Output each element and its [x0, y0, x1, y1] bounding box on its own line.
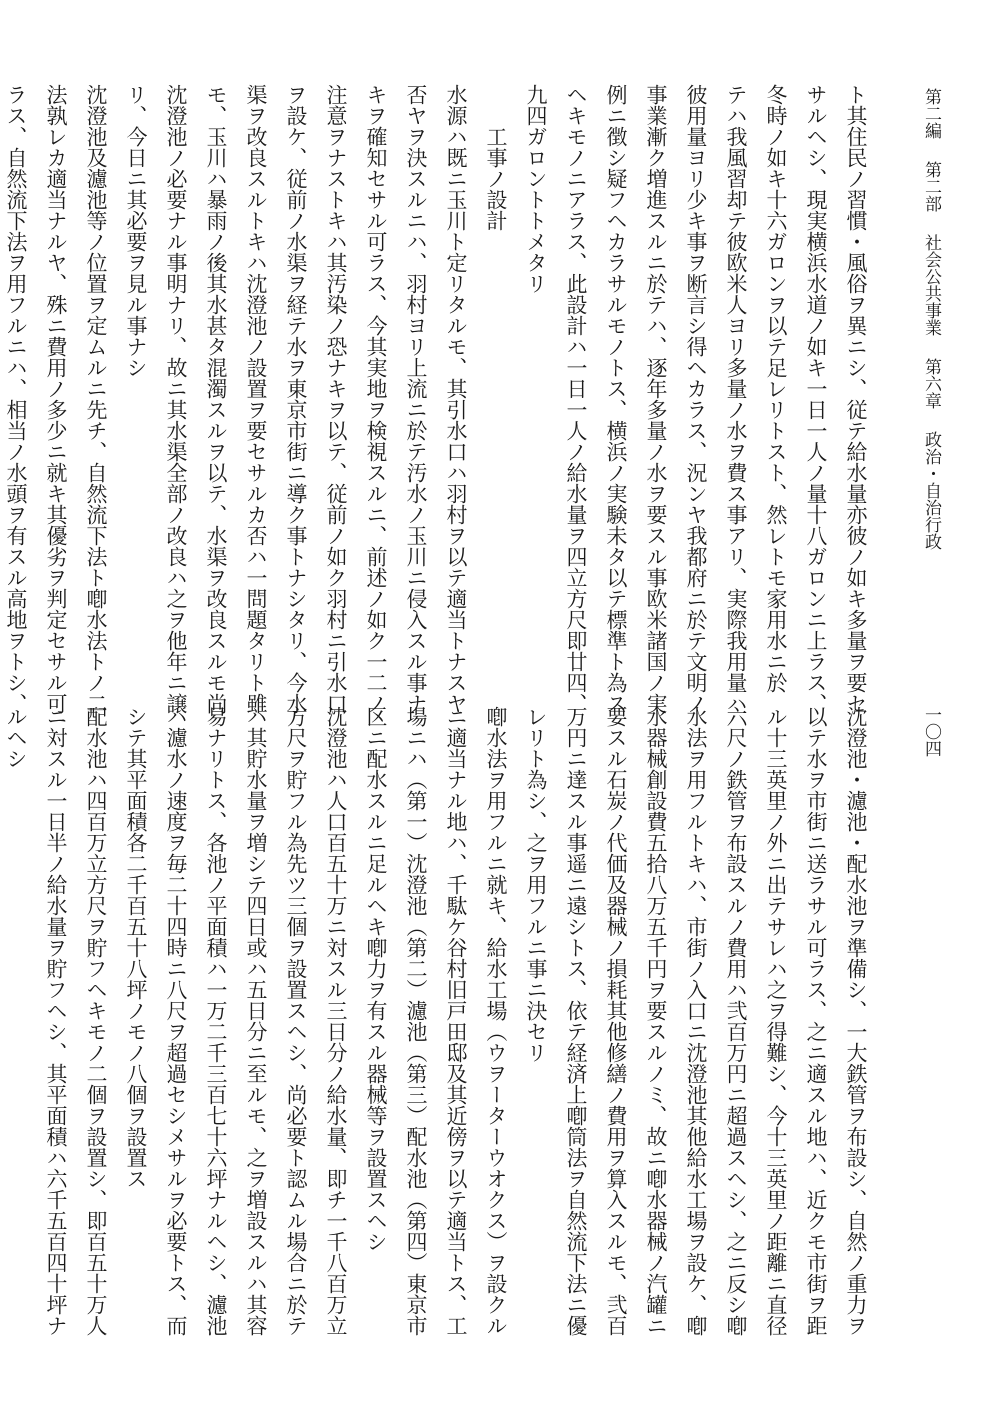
- text-line: 配水池ハ四百万立方尺ヲ貯フヘキモノ二個ヲ設置シ、即百五十万人: [84, 706, 108, 1336]
- text-line: ニ対スル一日半ノ給水量ヲ貯フヘシ、其平面積ハ六千五百四十坪ナ: [44, 706, 68, 1336]
- text-line: ヲ設ケ、従前ノ水渠ヲ経テ水ヲ東京市街ニ導ク事トナシタリ、今水: [284, 84, 308, 714]
- text-line: 六尺ノ鉄管ヲ布設スルノ費用ハ弐百万円ニ超過スヘシ、之ニ反シ喞: [724, 706, 748, 1336]
- text-line: ハ濾水ノ速度ヲ毎二十四時ニ八尺ヲ超過セシメサルヲ必要トス、而: [164, 706, 188, 1336]
- text-line: 区ニ配水スルニ足ルヘキ喞力ヲ有スル器械等ヲ設置スヘシ: [364, 706, 388, 1252]
- text-line: 沈澄池ノ必要ナル事明ナリ、故ニ其水渠全部ノ改良ハ之ヲ他年ニ譲: [164, 84, 188, 714]
- text-line: 以テ水ヲ市街ニ送ラサル可ラス、之ニ適スル地ハ、近クモ市街ヲ距: [804, 706, 828, 1336]
- text-line: 事業漸ク増進スルニ於テハ、逐年多量ノ水ヲ要スル事欧米諸国ノ実: [644, 84, 668, 714]
- text-line: 彼用量ヨリ少キ事ヲ断言シ得ヘカラス、況ンヤ我都府ニ於テ文明ノ: [684, 84, 708, 714]
- page-number: 一〇四: [921, 706, 941, 757]
- text-line: レリト為シ、之ヲ用フルニ事ニ決セリ: [524, 706, 548, 1063]
- text-line: 法孰レカ適当ナルヤ、殊ニ費用ノ多少ニ就キ其優劣ヲ判定セサル可: [44, 84, 68, 714]
- text-line: 水器械創設費五拾八万五千円ヲ要スルノミ、故ニ喞水器械ノ汽罐ニ: [644, 706, 668, 1336]
- text-line: ハ其貯水量ヲ増シテ四日或ハ五日分ニ至ルモ、之ヲ増設スルハ其容: [244, 706, 268, 1336]
- text-line: テハ我風習却テ彼欧米人ヨリ多量ノ水ヲ費ス事アリ、実際我用量ハ: [724, 84, 748, 714]
- text-line: 喞水法ヲ用フルニ就キ、給水工場（ウヲーターウオクス）ヲ設クル: [484, 706, 508, 1336]
- section-heading: 工事ノ設計: [484, 126, 508, 231]
- header-part: 第二編: [921, 88, 941, 139]
- header-chapter-title: 政治・自治行政: [921, 431, 941, 550]
- text-line: ルヘシ: [4, 706, 28, 769]
- text-line: 水源ハ既ニ玉川ト定リタルモ、其引水口ハ羽村ヲ以テ適当トナスヤ: [444, 84, 468, 714]
- text-line: リ、今日ニ其必要ヲ見ル事ナシ: [124, 84, 148, 378]
- header-section: 第二部: [921, 161, 941, 212]
- header-topic: 社会公共事業: [921, 234, 941, 336]
- text-line: 万円ニ達スル事遥ニ遠シトス、依テ経済上喞筒法ヲ自然流下法ニ優: [564, 706, 588, 1336]
- text-line: 沈澄池・濾池・配水池ヲ準備シ、一大鉄管ヲ布設シ、自然ノ重力ヲ: [844, 706, 868, 1336]
- text-line: ニ適当ナル地ハ、千駄ケ谷村旧戸田邸及其近傍ヲ以テ適当トス、工: [444, 706, 468, 1336]
- text-line: 易ナリトス、各池ノ平面積ハ一万二千三百七十六坪ナルヘシ、濾池: [204, 706, 228, 1336]
- text-line: ル十三英里ノ外ニ出テサレハ之ヲ得難シ、今十三英里ノ距離ニ直径: [764, 706, 788, 1336]
- lower-text-block: [0, 706, 876, 1336]
- upper-text-block: [0, 84, 876, 714]
- text-line: 九四ガロントトメタリ: [524, 84, 548, 294]
- text-line: ヘキモノニアラス、此設計ハ一日一人ノ給水量ヲ四立方尺即廿四、: [564, 84, 588, 714]
- text-line: 沈澄池ハ人口百五十万ニ対スル三日分ノ給水量、即チ一千八百万立: [324, 706, 348, 1336]
- header-chapter: 第六章: [921, 358, 941, 409]
- text-line: 要スル石炭ノ代価及器械ノ損耗其他修繕ノ費用ヲ算入スルモ、弐百: [604, 706, 628, 1336]
- text-line: ラス、自然流下法ヲ用フルニハ、相当ノ水頭ヲ有スル高地ヲトシ、: [4, 84, 28, 714]
- text-line: モ、玉川ハ暴雨ノ後其水甚タ混濁スルヲ以テ、水渠ヲ改良スルモ尚: [204, 84, 228, 714]
- text-line: 例ニ徴シ疑フヘカラサルモノトス、横浜ノ実験未タ以テ標準ト為ス: [604, 84, 628, 714]
- text-line: ト其住民ノ習慣・風俗ヲ異ニシ、従テ給水量亦彼ノ如キ多量ヲ要セ: [844, 84, 868, 714]
- text-line: シテ其平面積各二千百五十八坪ノモノ八個ヲ設置ス: [124, 706, 148, 1189]
- text-line: 注意ヲナストキハ其汚染ノ恐ナキヲ以テ、従前ノ如ク羽村ニ引水口: [324, 84, 348, 714]
- text-line: 冬時ノ如キ十六ガロンヲ以テ足レリトスト、然レトモ家用水ニ於: [764, 84, 788, 693]
- text-line: 水法ヲ用フルトキハ、市街ノ入口ニ沈澄池其他給水工場ヲ設ケ、喞: [684, 706, 708, 1336]
- text-line: 沈澄池及濾池等ノ位置ヲ定ムルニ先チ、自然流下法ト喞水法トノ二: [84, 84, 108, 714]
- text-line: 場ニハ（第一）沈澄池（第二）濾池（第三）配水池（第四）東京市: [404, 706, 428, 1336]
- text-line: 否ヤヲ決スルニハ、羽村ヨリ上流ニ於テ汚水ノ玉川ニ侵入スル事ナ: [404, 84, 428, 714]
- text-line: キヲ確知セサル可ラス、今其実地ヲ検視スルニ、前述ノ如ク一二ノ: [364, 84, 388, 714]
- text-line: 渠ヲ改良スルトキハ沈澄池ノ設置ヲ要セサルカ否ハ一問題タリト雖: [244, 84, 268, 714]
- text-line: 方尺ヲ貯フル為先ツ三個ヲ設置スヘシ、尚必要ト認ムル場合ニ於テ: [284, 706, 308, 1336]
- running-header: [920, 88, 942, 550]
- text-line: サルヘシ、現実横浜水道ノ如キ一日一人ノ量十八ガロンニ上ラス、: [804, 84, 828, 714]
